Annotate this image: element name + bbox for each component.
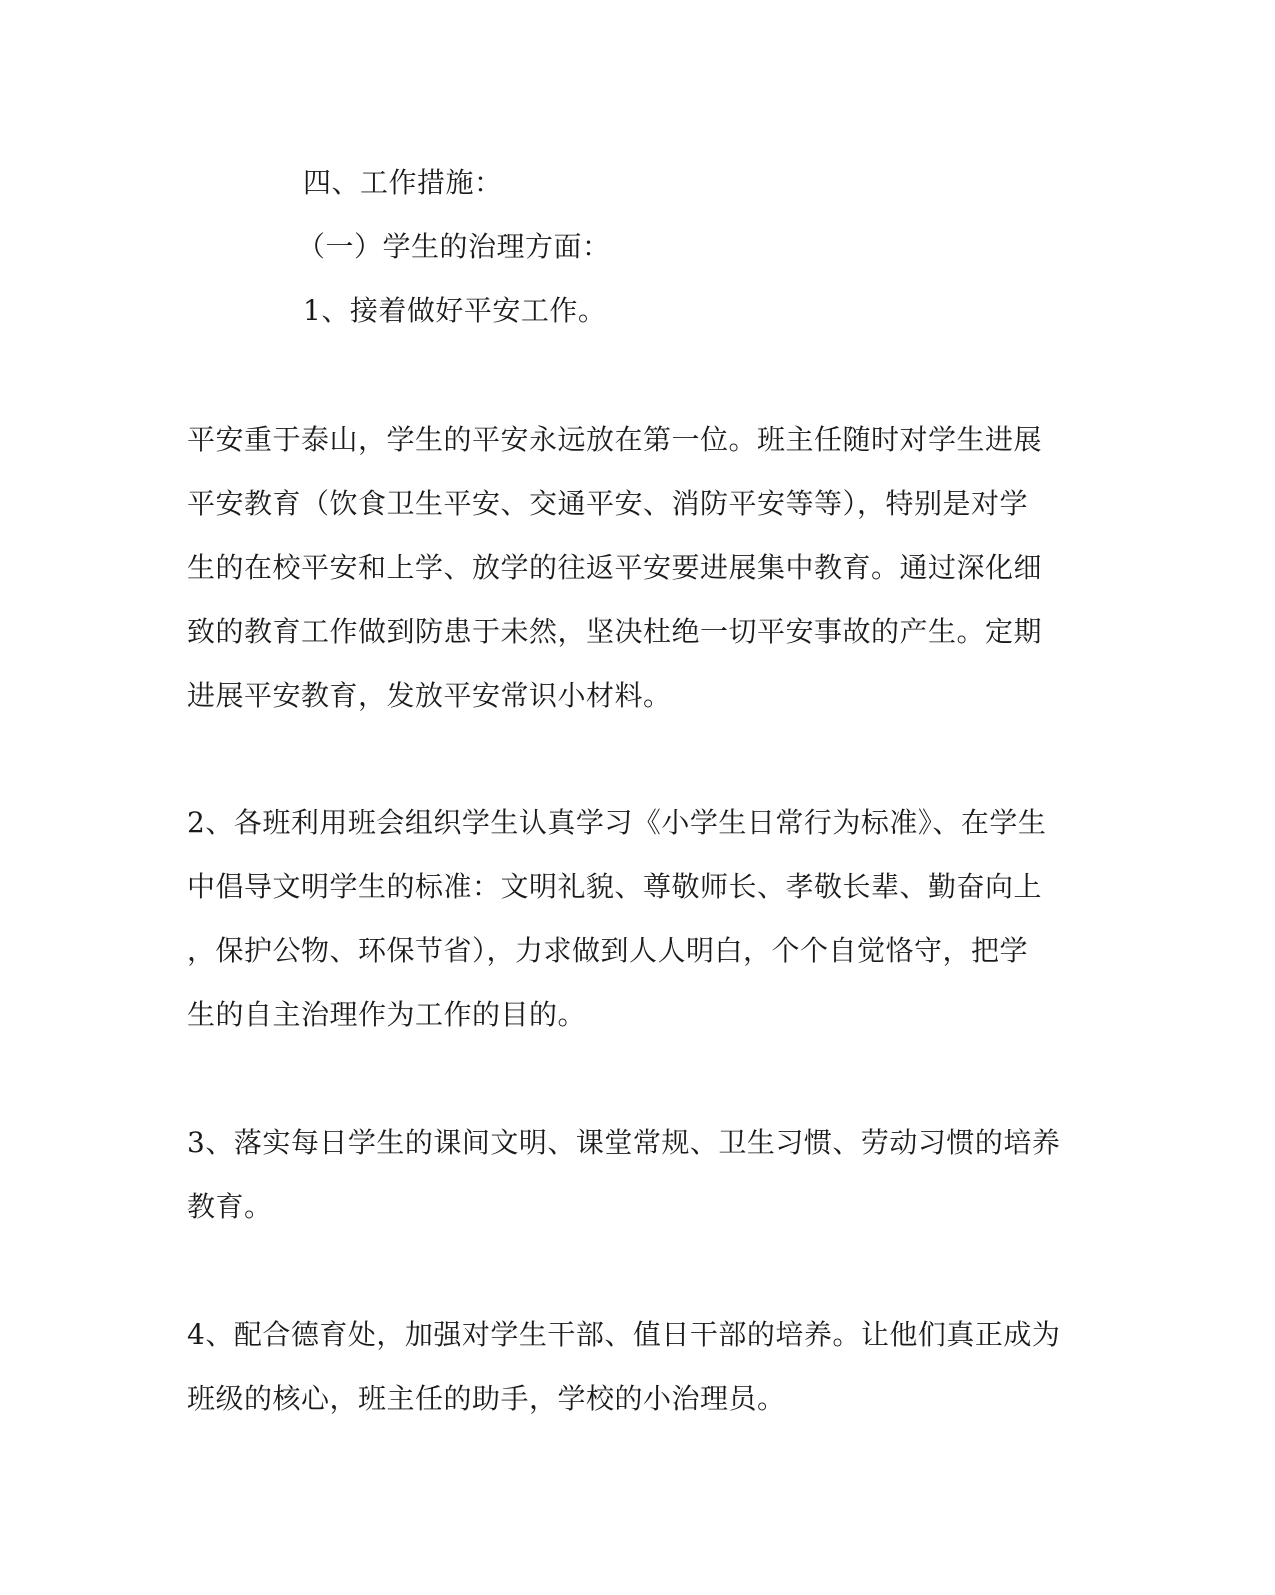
para1-line-3: 生的在校平安和上学、放学的往返平安要进展集中教育。通过深化细 [187, 551, 1043, 584]
para4-line-2: 班级的核心，班主任的助手，学校的小治理员。 [187, 1382, 786, 1415]
para2-line-2: 中倡导文明学生的标准：文明礼貌、尊敬师长、孝敬长辈、勤奋向上 [187, 870, 1043, 903]
para3-line-1: 3、落实每日学生的课间文明、课堂常规、卫生习惯、劳动习惯的培养 [187, 1126, 1061, 1159]
para2-line-3: ，保护公物、环保节省），力求做到人人明白，个个自觉恪守，把学 [187, 934, 1029, 967]
para1-line-2: 平安教育（饮食卫生平安、交通平安、消防平安等等），特别是对学 [187, 487, 1029, 520]
section-heading: 四、工作措施： [303, 166, 503, 199]
para3-line-2: 教育。 [187, 1190, 273, 1223]
para2-line-1: 2、各班利用班会组织学生认真学习《小学生日常行为标准》、在学生 [187, 806, 1047, 839]
item-1-title: 1、接着做好平安工作。 [303, 294, 607, 327]
para1-line-1: 平安重于泰山，学生的平安永远放在第一位。班主任随时对学生进展 [187, 423, 1043, 456]
subsection-heading: （一）学生的治理方面： [297, 230, 611, 263]
para1-line-5: 进展平安教育，发放平安常识小材料。 [187, 679, 672, 712]
para4-line-1: 4、配合德育处，加强对学生干部、值日干部的培养。让他们真正成为 [187, 1318, 1061, 1351]
para2-line-4: 生的自主治理作为工作的目的。 [187, 998, 587, 1031]
para1-line-4: 致的教育工作做到防患于未然，坚决杜绝一切平安事故的产生。定期 [187, 615, 1043, 648]
